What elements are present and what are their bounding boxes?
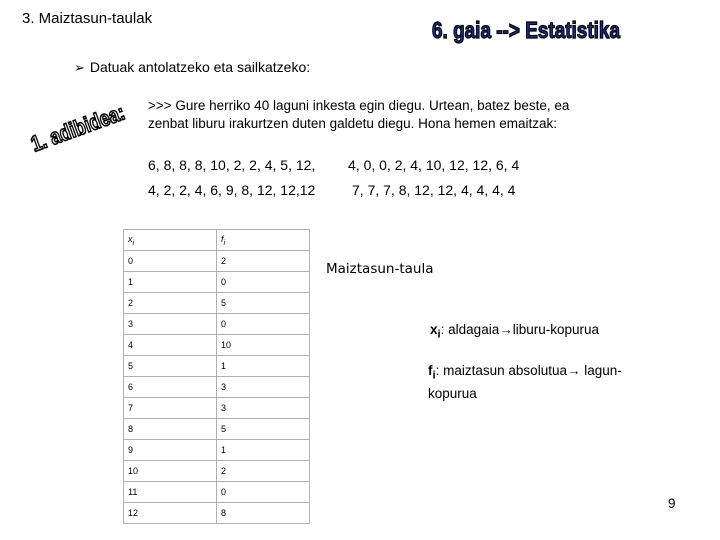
data-row-2-left: 4, 2, 2, 4, 6, 9, 8, 12, 12,12 — [148, 182, 316, 198]
cell-f: 2 — [217, 251, 310, 272]
exercise-stamp — [20, 91, 150, 157]
x-symbol: $x_i$ — [430, 322, 441, 341]
x-text: : aldagaia — [440, 322, 500, 337]
header-f: $f_i$ — [217, 230, 310, 251]
table-row — [124, 314, 310, 335]
data-row-2-right: 7, 7, 7, 8, 12, 12, 4, 4, 4, 4 — [352, 182, 516, 198]
f-text: : maiztasun absolutua — [435, 363, 567, 378]
cell-f: 8 — [217, 503, 310, 524]
chapter-banner — [428, 8, 624, 53]
cell-x: 8 — [124, 419, 217, 440]
exercise-stamp-art — [20, 91, 150, 157]
table-caption: Maiztasun-taula — [326, 261, 434, 277]
bullet-text: Datuak antolatzeko eta sailkatzeko: — [89, 59, 311, 75]
table-row — [124, 377, 310, 398]
bullet-line — [74, 59, 310, 76]
cell-f: 10 — [217, 335, 310, 356]
cell-f: 2 — [217, 461, 310, 482]
table-row — [124, 398, 310, 419]
table-row — [124, 503, 310, 524]
cell-x: 11 — [124, 482, 217, 503]
header-x: $x_i$ — [124, 230, 217, 251]
cell-f: 0 — [217, 272, 310, 293]
cell-f: 3 — [217, 398, 310, 419]
chapter-banner-art — [428, 8, 624, 48]
exercise-stamp-text: 1. adibidea: — [27, 91, 150, 157]
cell-x: 3 — [124, 314, 217, 335]
cell-x: 2 — [124, 293, 217, 314]
cell-x: 10 — [124, 461, 217, 482]
arrow-bullet-icon: ➢ — [74, 60, 85, 75]
definition-f — [428, 362, 648, 402]
frequency-table — [123, 229, 310, 524]
cell-f: 1 — [217, 356, 310, 377]
page-title: 3. Maiztasun-taulak — [22, 10, 153, 27]
right-arrow-icon: → — [566, 363, 581, 378]
cell-x: 4 — [124, 335, 217, 356]
cell-f: 0 — [217, 482, 310, 503]
cell-x: 1 — [124, 272, 217, 293]
page-number: 9 — [668, 496, 676, 511]
intro-paragraph: >>> Gure herriko 40 laguni inkesta egin diegu. Urtean, batez beste, ea zenbat liburu irakurtzen duten galdetu diegu. Hona hemen emaitzak: — [148, 98, 570, 131]
table-row — [124, 335, 310, 356]
table-row — [124, 272, 310, 293]
right-arrow-icon: → — [499, 322, 513, 337]
table-row — [124, 356, 310, 377]
x-result: liburu-kopurua — [512, 322, 600, 337]
cell-x: 0 — [124, 251, 217, 272]
table-row — [124, 482, 310, 503]
table-row — [124, 440, 310, 461]
table-row — [124, 461, 310, 482]
cell-x: 7 — [124, 398, 217, 419]
cell-x: 9 — [124, 440, 217, 461]
f-result: lagun-kopurua — [428, 363, 622, 401]
cell-f: 5 — [217, 419, 310, 440]
table-row — [124, 293, 310, 314]
data-row-1-left: 6, 8, 8, 8, 10, 2, 2, 4, 5, 12, — [148, 157, 316, 173]
chapter-banner-text: 6. gaia --> Estatistika — [432, 17, 621, 43]
cell-f: 1 — [217, 440, 310, 461]
data-row-1-right: 4, 0, 0, 2, 4, 10, 12, 12, 6, 4 — [348, 157, 520, 173]
cell-x: 6 — [124, 377, 217, 398]
cell-x: 12 — [124, 503, 217, 524]
cell-x: 5 — [124, 356, 217, 377]
definition-x — [430, 321, 599, 344]
cell-f: 3 — [217, 377, 310, 398]
cell-f: 0 — [217, 314, 310, 335]
cell-f: 5 — [217, 293, 310, 314]
table-header-row — [124, 230, 310, 251]
table-row — [124, 419, 310, 440]
table-row — [124, 251, 310, 272]
f-symbol: $f_i$ — [428, 363, 436, 382]
